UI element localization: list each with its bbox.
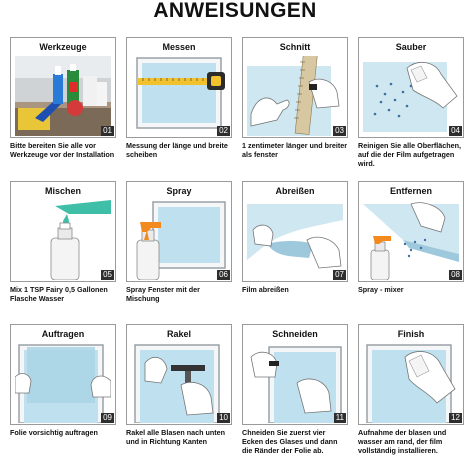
peel-film-icon xyxy=(247,200,343,280)
step-description: Aufnahme der blasen und wasser am rand, der film vollständig installieren. xyxy=(358,428,447,455)
step-title: Entfernen xyxy=(389,186,432,196)
step-title: Auftragen xyxy=(41,329,85,339)
step-description: 1 zentimeter länger und breiter als fenster xyxy=(242,141,348,159)
page-title: ANWEISUNGEN xyxy=(153,0,317,22)
step-description: Reinigen Sie alle Oberflächen, auf die der Film aufgetragen wird. xyxy=(358,141,462,168)
step-number: 01 xyxy=(103,126,112,135)
step-title: Messen xyxy=(162,42,196,52)
step-card-mischen xyxy=(10,181,116,303)
cloth-cleaning-icon xyxy=(363,56,459,136)
step-card-messen xyxy=(126,37,232,159)
spray-film-icon xyxy=(363,200,459,280)
step-number: 09 xyxy=(103,413,112,422)
apply-film-icon xyxy=(15,343,111,423)
finish-wipe-icon xyxy=(363,343,459,423)
step-number: 06 xyxy=(219,270,228,279)
step-title: Finish xyxy=(397,329,425,339)
step-title: Abreißen xyxy=(275,186,315,196)
step-title: Werkzeuge xyxy=(39,42,87,52)
step-number: 05 xyxy=(103,270,112,279)
spray-bottle-icon xyxy=(131,200,227,280)
tape-measure-icon xyxy=(131,56,227,136)
step-description: Chneiden Sie zuerst vier Ecken des Glases und dann die Ränder der Folie ab. xyxy=(242,428,338,455)
step-description: Rakel alle Blasen nach unten und in Richtung Kanten xyxy=(126,428,226,446)
step-description: Mix 1 TSP Fairy 0,5 Gallonen Flasche Wasser xyxy=(10,285,108,303)
step-card-abreissen xyxy=(242,181,348,294)
step-number: 10 xyxy=(219,413,228,422)
step-description: Spray - mixer xyxy=(358,285,404,294)
step-number: 04 xyxy=(451,126,460,135)
step-card-rakel xyxy=(126,324,232,446)
step-card-spray xyxy=(126,181,232,303)
step-card-werkzeuge xyxy=(10,37,116,159)
step-title: Sauber xyxy=(395,42,427,52)
step-number: 03 xyxy=(335,126,344,135)
step-number: 02 xyxy=(219,126,228,135)
step-description: Bitte bereiten Sie alle vor Werkzeuge vor der Installation xyxy=(10,141,115,159)
tools-photo xyxy=(15,56,111,136)
step-card-auftragen xyxy=(10,324,116,437)
mixing-bottle-icon xyxy=(15,200,111,280)
step-title: Schnitt xyxy=(279,42,311,52)
step-number: 11 xyxy=(335,413,344,422)
step-number: 07 xyxy=(335,270,344,279)
step-title: Rakel xyxy=(166,329,192,339)
step-description: Spray Fenster mit der Mischung xyxy=(126,285,200,303)
step-number: 12 xyxy=(451,413,460,422)
step-card-sauber xyxy=(358,37,464,168)
step-card-entfernen xyxy=(358,181,464,294)
step-description: Messung der länge und breite scheiben xyxy=(126,141,228,159)
step-title: Spray xyxy=(166,186,192,196)
step-card-schneiden xyxy=(242,324,348,455)
ruler-cut-icon xyxy=(247,56,343,136)
step-description: Film abreißen xyxy=(242,285,289,294)
step-description: Folie vorsichtig auftragen xyxy=(10,428,98,437)
step-number: 08 xyxy=(451,270,460,279)
step-card-schnitt xyxy=(242,37,348,159)
step-title: Mischen xyxy=(44,186,81,196)
squeegee-icon xyxy=(131,343,227,423)
step-title: Schneiden xyxy=(272,329,318,339)
cutter-icon xyxy=(247,343,343,423)
step-card-finish xyxy=(358,324,464,455)
